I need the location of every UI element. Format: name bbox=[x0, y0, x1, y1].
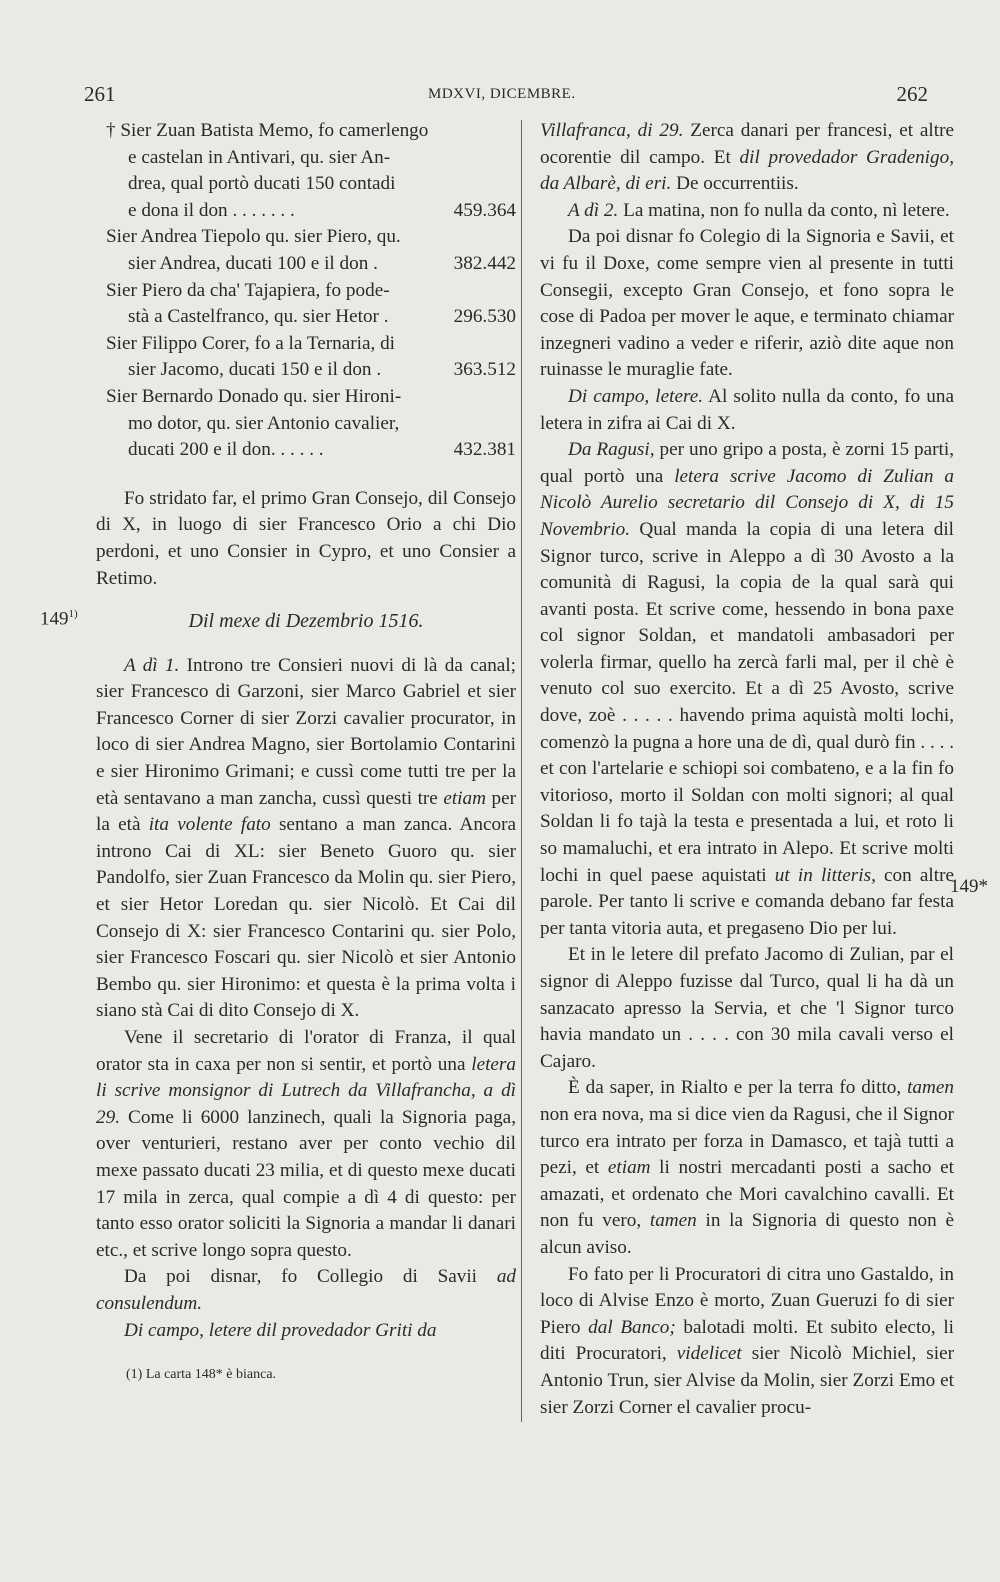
ledger-line: sier Andrea, ducati 100 e il don . 382.442 bbox=[96, 251, 516, 278]
running-title: MDXVI, DICEMBRE. bbox=[428, 86, 576, 102]
dot-leader: . bbox=[378, 306, 394, 328]
ledger-line: Sier Piero da cha' Tajapiera, fo pode- bbox=[106, 279, 390, 301]
paragraph: Da poi disnar, fo Collegio di Savii ad consulendum. bbox=[96, 1266, 516, 1314]
ledger-line: ducati 200 e il don. . . . . . 432.381 bbox=[96, 437, 516, 464]
margin-folio-left: 149$^{1)}$ bbox=[40, 608, 78, 630]
ledger-amount: 296.530 bbox=[453, 306, 516, 328]
ledger-line: drea, qual portò ducati 150 contadi bbox=[128, 173, 396, 195]
paragraph: Vene il secretario di l'orator di Franza, il qual orator sta in caxa per non si sentir, et portò una letera li scrive monsignor di Lutrech da Villafrancha, a dì 29. Come li 6000 lanzinech, quali la Signoria paga, over venturieri, restano aver per conto vechio dil mexe passato ducati 23 milia, et di questo mexe ducati 17 mila in zerca, qual compie a dì 4 di questo: per tanto esso orator soliciti la Signoria a mandar li danari etc., et scrive longo sopra questo. bbox=[96, 1027, 516, 1261]
ledger-amount: 459.364 bbox=[453, 199, 516, 221]
ledger-amount: 432.381 bbox=[453, 439, 516, 461]
dot-leader: . . . . . . . bbox=[227, 199, 300, 221]
dot-leader: . bbox=[371, 359, 386, 381]
margin-folio-right: 149* bbox=[950, 876, 988, 897]
paragraph: Villafranca, di 29. Zerca danari per francesi, et altre ocorentie dil campo. Et dil provedador Gradenigo, da Albarè, di eri. De occurrentiis. bbox=[540, 120, 954, 195]
paragraph: A dì 1. Introno tre Consieri nuovi di là da canal; sier Francesco di Garzoni, sier Marco Gabriel et sier Francesco Corner di sier Zorzi cavalier procurator, in loco di sier Andrea Magno, sier Bortolamio Contarini e sier Hironimo Grimani; e cussì come tutti tre per la età sentavano a man zancha, cussì questi tre etiam per la età ita volente fato sentano a man zanca. Ancora introno Cai di XL: sier Beneto Guoro qu. sier Pandolfo, sier Zuan Francesco da Molin qu. sier Piero, et sier Hetor Loredan qu. sier Nicolò. Et Cai dil Consejo di X: sier Francesco Contarini qu. sier Polo, sier Francesco Foscari qu. sier Nicolò et sier Antonio Bembo qu. sier Hironimo: et questa è la prima volta i siano stà Cai di dito Consejo di X. bbox=[96, 654, 516, 1022]
paragraph: Da Ragusi, per uno gripo a posta, è zorni 15 parti, qual portò una letera scrive Jacomo di Zulian a Nicolò Aurelio secretario dil Consejo di X, di 15 Novembrio. Qual manda la copia di una letera dil Signor turco, scrive in Aleppo a dì 30 Avosto a la comunità di Ragusi, la copia de la qual sarà qui avanti posta. Et scrive come, hessendo in bona paxe col signor Soldan, et mandatoli ambasadori per volerla firmar, quello ha zercà farli mal, per il chè è venuto col suo exercito. Et a dì 25 Avosto, scrive dove, zoè . . . . . havendo prima aquistà molti lochi, comenzò la pugna a hore una de dì, qual durò fin . . . . et con l'artelarie e schiopi soi combateno, e a la fin fo vitorioso, morto il Soldan con molti signori; al qual Soldan li fo tajà la testa e presentada a lui, et roto li so mamaluchi, et era intrato in Alepo. Et scrive molti lochi in quel paese aquistati ut in litteris, con altre parole. Per tanto li scrive e comanda debano far festa per tanta vitoria auta, et pregaseno Dio per lui. bbox=[540, 439, 955, 939]
ledger-line: stà a Castelfranco, qu. sier Hetor . 296.530 bbox=[96, 304, 516, 331]
page-number-right: 262 bbox=[896, 82, 928, 106]
ledger-amount: 363.512 bbox=[453, 359, 516, 381]
ledger-line: mo dotor, qu. sier Antonio cavalier, bbox=[128, 412, 400, 434]
paragraph: È da saper, in Rialto e per la terra fo ditto, tamen non era nova, ma si dice vien da Ragusi, che il Signor turco era intrato per forza in Damasco, et tajà tutti a pezi, et etiam li nostri mercadanti posti a sacho et amazati, et ordenato che Mori cavalchino cavalli. Et non fu vero, tamen in la Signoria di questo non è alcun aviso. bbox=[540, 1077, 954, 1258]
paragraph: Fo stridato far, el primo Gran Consejo, dil Consejo di X, in luogo di sier Francesco Orio a chi Dio perdoni, et uno Consier in Cypro, et uno Consier a Retimo. bbox=[96, 487, 516, 589]
column-rule bbox=[521, 120, 522, 1422]
ledger-line: † Sier Zuan Batista Memo, fo camerlengo bbox=[106, 120, 429, 141]
ledger-line: Sier Andrea Tiepolo qu. sier Piero, qu. bbox=[106, 226, 401, 248]
paragraph: Et in le letere dil prefato Jacomo di Zulian, par el signor di Aleppo fuzisse dal Turco, qual li ha dà un sanzacato apresso la Servia, et che 'l Signor turco havia mandato un . . . . con 30 mila cavali verso el Cajaro. bbox=[540, 944, 954, 1072]
ledger-line: e dona il don . . . . . . . 459.364 bbox=[96, 198, 516, 225]
dot-leader: . bbox=[368, 252, 383, 274]
ledger-entries bbox=[96, 118, 516, 464]
paragraph: Di campo, letere dil provedador Griti da bbox=[124, 1319, 437, 1341]
paragraph: Di campo, letere. Al solito nulla da conto, fo una letera in zifra ai Cai di X. bbox=[540, 385, 954, 434]
left-column bbox=[96, 118, 516, 1389]
footnote: (1) La carta 148* è bianca. bbox=[126, 1367, 277, 1383]
section-heading: Dil mexe di Dezembrio 1516. bbox=[188, 610, 424, 633]
right-column bbox=[540, 118, 954, 1421]
ledger-amount: 382.442 bbox=[453, 252, 516, 274]
ledger-line: Sier Filippo Corer, fo a la Ternaria, di bbox=[106, 332, 396, 354]
ledger-line: e castelan in Antivari, qu. sier An- bbox=[128, 146, 391, 168]
paragraph: A dì 2. La matina, non fo nulla da conto, nì letere. bbox=[568, 199, 950, 221]
ledger-line: sier Jacomo, ducati 150 e il don . 363.512 bbox=[96, 357, 516, 384]
page-number-left: 261 bbox=[84, 82, 116, 106]
dot-leader: . . . . . . bbox=[270, 439, 329, 461]
paragraph: Fo fato per li Procuratori di citra uno Gastaldo, in loco di Alvise Enzo è morto, Zuan Gueruzi fo di sier Piero dal Banco; balotadi molti. Et subito electo, li diti Procuratori, videlicet sier Nicolò Michiel, sier Antonio Trun, sier Alvise da Molin, sier Zorzi Emo et sier Zorzi Corner el cavalier procu- bbox=[540, 1263, 955, 1418]
ledger-line: Sier Bernardo Donado qu. sier Hironi- bbox=[106, 385, 402, 407]
paragraph: Da poi disnar fo Colegio di la Signoria e Savii, et vi fu il Doxe, come sempre vien al presente in tutti Consegii, excepto Gran Consejo, et fono sopra le cose di Padoa per mover le aque, e terminato chiamar inzegneri vadino a veder e riferir, aziò dite aque non ruinasse le muraglie fate. bbox=[540, 226, 954, 381]
